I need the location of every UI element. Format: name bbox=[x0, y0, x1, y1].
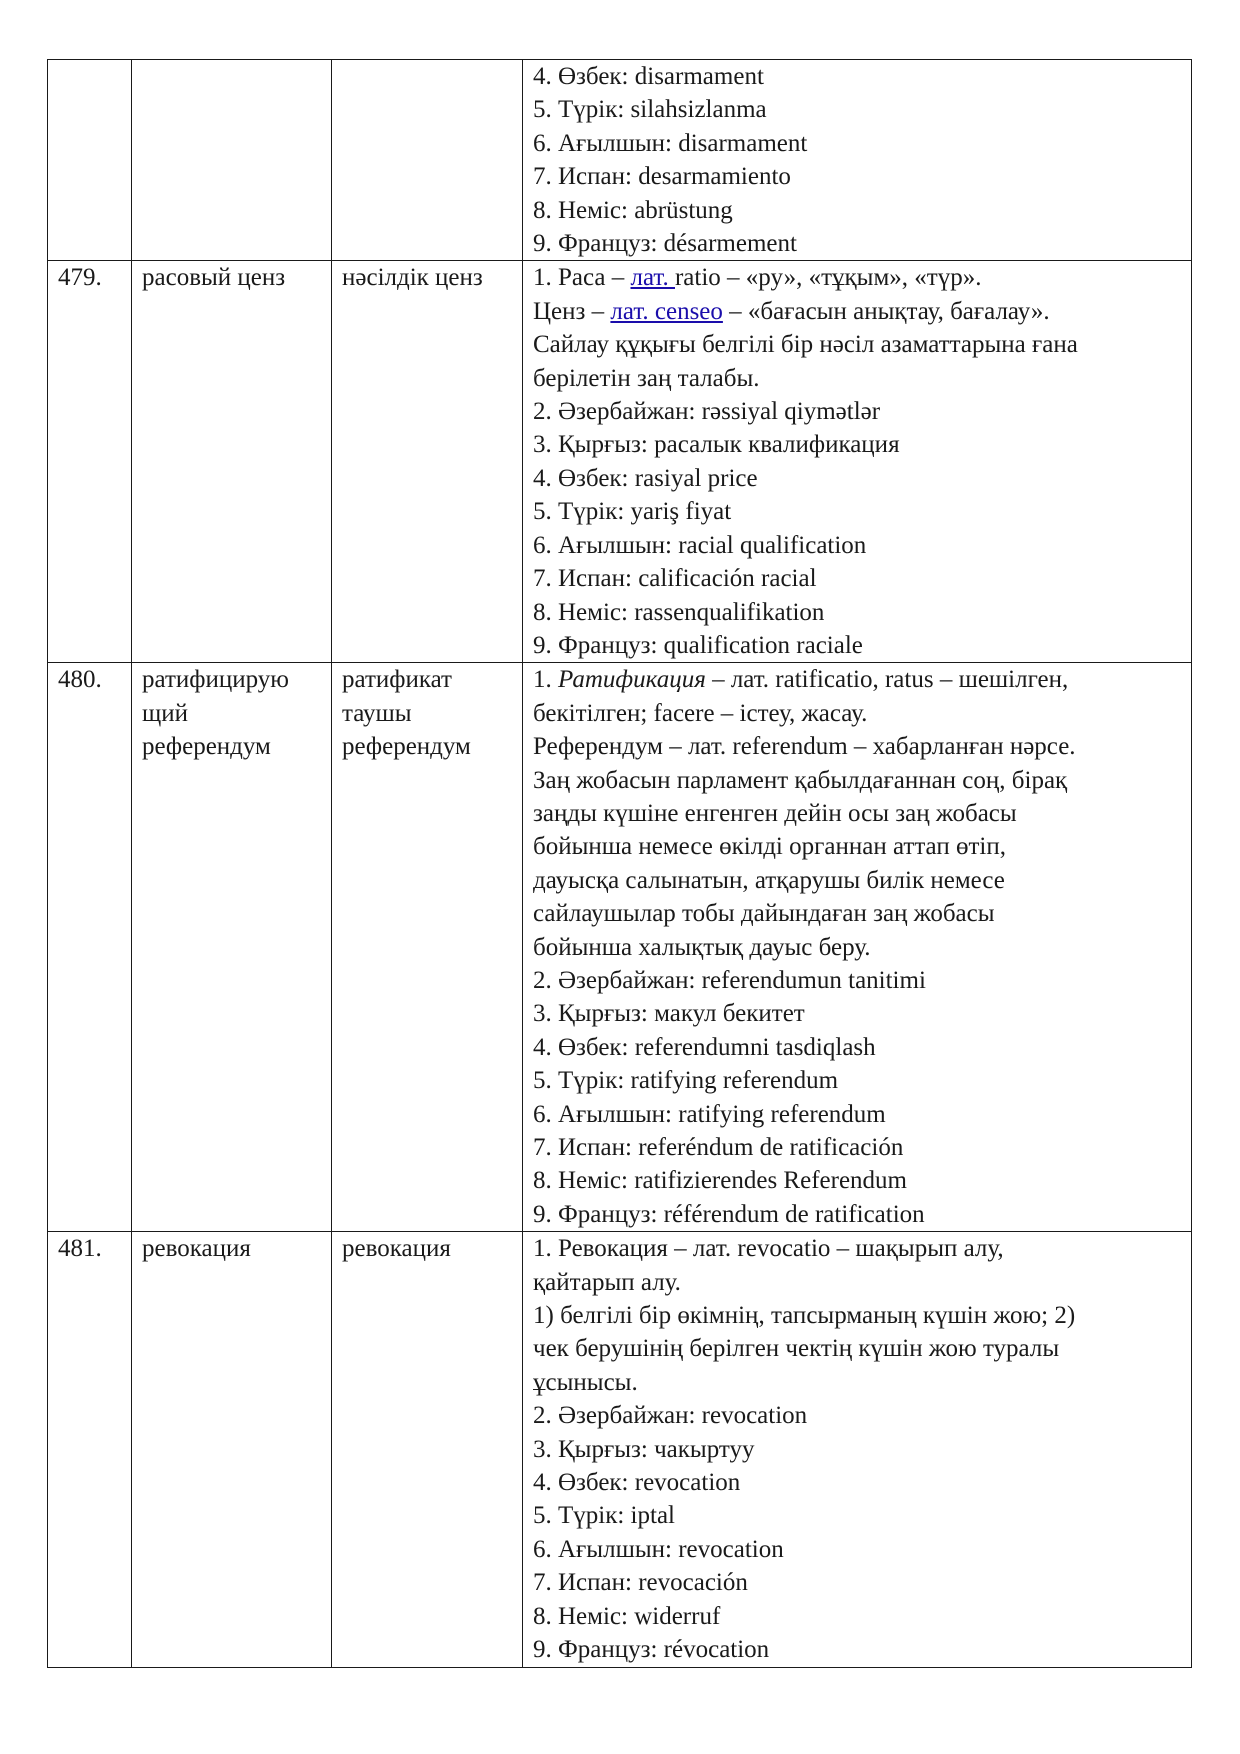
russian-term bbox=[132, 663, 332, 1232]
text-segment: ratio – «ру», «тұқым», «түр». bbox=[674, 264, 982, 292]
latin-link[interactable]: лат. bbox=[630, 264, 675, 292]
italic-term: Ратификация bbox=[558, 666, 706, 694]
text-segment: 1. bbox=[533, 666, 558, 694]
entry-description bbox=[523, 1232, 1192, 1667]
description-line: 6. Ағылшын: revocation bbox=[533, 1535, 784, 1563]
description-line: 4. Өзбек: rasiyal price bbox=[533, 464, 758, 492]
description-line: ұсынысы. bbox=[533, 1368, 638, 1396]
description-line: 9. Француз: référendum de ratification bbox=[533, 1200, 925, 1228]
description-line: Заң жобасын парламент қабылдағаннан соң, бірақ bbox=[533, 766, 1068, 794]
russian-term: расовый ценз bbox=[132, 261, 332, 663]
kazakh-term bbox=[332, 663, 523, 1232]
entry-number: 479. bbox=[48, 261, 132, 663]
description-line: 7. Испан: referéndum de ratificación bbox=[533, 1134, 904, 1161]
description-line: 2. Әзербайжан: revocation bbox=[533, 1402, 808, 1430]
description-line: 8. Неміс: widerruf bbox=[533, 1602, 721, 1630]
description-line: 8. Неміс: abrüstung bbox=[533, 196, 733, 224]
description-line: 8. Неміс: rassenqualifikation bbox=[533, 598, 825, 626]
description-line: Сайлау құқығы белгілі бір нәсіл азаматтарына ғана bbox=[533, 331, 1078, 359]
table-row bbox=[48, 663, 1192, 1232]
table-row bbox=[48, 60, 1192, 261]
description-line: заңды күшіне енгенген дейін осы заң жобасы bbox=[533, 799, 1017, 827]
kazakh-term bbox=[332, 60, 523, 261]
description-line: бойынша халықтық дауыс беру. bbox=[533, 933, 871, 961]
description-line: 9. Француз: révocation bbox=[533, 1636, 770, 1664]
description-line: Референдум – лат. referendum – хабарланған нәрсе. bbox=[533, 733, 1076, 761]
description-line bbox=[533, 663, 1181, 696]
text-segment: 1. Раса – bbox=[533, 264, 631, 292]
description-line: 7. Испан: desarmamiento bbox=[533, 163, 791, 191]
term-line: щий bbox=[142, 699, 189, 727]
description-line: 2. Әзербайжан: rəssiyal qiymətlər bbox=[533, 398, 881, 426]
description-line: 2. Әзербайжан: referendumun tanitimi bbox=[533, 966, 926, 994]
description-line: қайтарып алу. bbox=[533, 1268, 681, 1296]
description-line: 5. Түрік: yariş fiyat bbox=[533, 498, 732, 526]
entry-number bbox=[48, 60, 132, 261]
kazakh-term: нәсілдік ценз bbox=[332, 261, 523, 663]
description-line: 9. Француз: qualification raciale bbox=[533, 631, 863, 659]
term-line: референдум bbox=[342, 733, 471, 761]
description-line: 3. Қырғыз: макул бекитет bbox=[533, 1000, 805, 1028]
entry-number: 480. bbox=[48, 663, 132, 1232]
term-line: ратифицирую bbox=[142, 666, 289, 694]
description-line bbox=[533, 295, 1181, 328]
description-line: 4. Өзбек: referendumni tasdiqlash bbox=[533, 1033, 876, 1061]
description-line: 4. Өзбек: disarmament bbox=[533, 63, 764, 90]
entry-description bbox=[523, 60, 1192, 261]
term-line: ратификат bbox=[342, 666, 452, 694]
description-line: 9. Француз: désarmement bbox=[533, 230, 797, 258]
table-row bbox=[48, 1232, 1192, 1667]
term-line: референдум bbox=[142, 733, 271, 761]
description-line: берілетін заң талабы. bbox=[533, 364, 760, 392]
entry-description bbox=[523, 261, 1192, 663]
kazakh-term: ревокация bbox=[332, 1232, 523, 1667]
text-segment: Ценз – bbox=[533, 297, 611, 325]
description-line: дауысқа салынатын, атқарушы билік немесе bbox=[533, 866, 1005, 894]
description-line: 3. Қырғыз: чакыртуу bbox=[533, 1435, 755, 1463]
description-line: 8. Неміс: ratifizierendes Referendum bbox=[533, 1167, 907, 1195]
description-line: 7. Испан: calificación racial bbox=[533, 565, 817, 593]
text-segment: – лат. ratificatio, ratus – шешілген, bbox=[705, 666, 1069, 694]
latin-censeo-link[interactable]: лат. censeo bbox=[610, 297, 723, 325]
term-line: таушы bbox=[342, 699, 412, 727]
description-line bbox=[533, 261, 1181, 294]
description-line: 6. Ағылшын: ratifying referendum bbox=[533, 1100, 886, 1128]
description-line: 3. Қырғыз: расалык квалификация bbox=[533, 431, 900, 459]
description-line: бекітілген; facere – істеу, жасау. bbox=[533, 699, 868, 727]
description-line: бойынша немесе өкілді органнан аттап өтіп, bbox=[533, 833, 1006, 861]
description-line: 6. Ағылшын: racial qualification bbox=[533, 531, 867, 559]
description-line: чек берушінің берілген чектің күшін жою туралы bbox=[533, 1335, 1060, 1363]
table-row bbox=[48, 261, 1192, 663]
entry-description bbox=[523, 663, 1192, 1232]
text-segment: – «бағасын анықтау, бағалау». bbox=[722, 297, 1050, 325]
description-line: 4. Өзбек: revocation bbox=[533, 1469, 741, 1497]
entry-number: 481. bbox=[48, 1232, 132, 1667]
description-line: 7. Испан: revocación bbox=[533, 1569, 748, 1597]
description-line: 1) белгілі бір өкімнің, тапсырманың күшін жою; 2) bbox=[533, 1302, 1076, 1330]
description-line: 5. Түрік: silahsizlanma bbox=[533, 96, 767, 124]
description-line: 5. Түрік: ratifying referendum bbox=[533, 1067, 839, 1095]
description-line: 5. Түрік: iptal bbox=[533, 1502, 675, 1530]
description-line: 6. Ағылшын: disarmament bbox=[533, 129, 808, 157]
description-line: сайлаушылар тобы дайындаған заң жобасы bbox=[533, 900, 995, 928]
description-line: 1. Ревокация – лат. revocatio – шақырып алу, bbox=[533, 1235, 1004, 1263]
dictionary-table bbox=[47, 59, 1192, 1668]
russian-term bbox=[132, 60, 332, 261]
russian-term: ревокация bbox=[132, 1232, 332, 1667]
